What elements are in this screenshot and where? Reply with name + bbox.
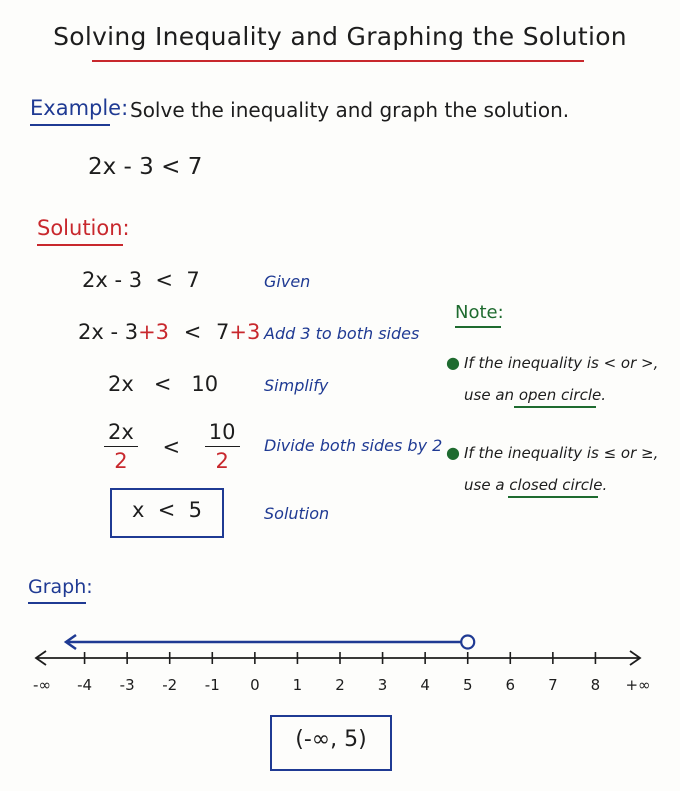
note-item-1-highlight: open circle. [518, 386, 607, 404]
page-title: Solving Inequality and Graphing the Solution [53, 22, 627, 51]
note-label: Note: [455, 302, 504, 323]
step-divide-math [104, 420, 240, 473]
fraction-left-denominator: 2 [114, 449, 128, 473]
tick-label: +∞ [625, 676, 651, 694]
solution-math: x < 5 [131, 498, 203, 522]
tick-label: -∞ [33, 676, 51, 694]
fraction-right-denominator: 2 [215, 449, 229, 473]
tick-label: 2 [335, 676, 345, 694]
note-item-2-prefix: use a [464, 476, 505, 494]
note-bullet-icon: ● [446, 443, 460, 462]
tick-label: -1 [204, 676, 220, 694]
step-add-left-term: +3 [138, 320, 170, 344]
step-solution-desc: Solution [264, 504, 330, 523]
note-item-1-line2 [464, 386, 606, 404]
step-add-lhs: 2x - 3 [78, 320, 139, 344]
graph-underline [28, 602, 86, 604]
step-divide-desc: Divide both sides by 2 [264, 436, 443, 455]
tick-label: -2 [162, 676, 178, 694]
tick-label: 0 [250, 676, 260, 694]
example-instruction: Solve the inequality and graph the solution. [130, 98, 570, 122]
graph-label: Graph: [28, 576, 93, 598]
step-simplify-math: 2x < 10 [108, 372, 219, 396]
tick-label: 8 [590, 676, 601, 694]
fraction-right [205, 420, 240, 473]
note-item-2-highlight: closed circle. [509, 476, 608, 494]
title-underline [92, 60, 584, 62]
tick-label: 4 [420, 676, 430, 694]
step-add-operator: < [183, 320, 202, 344]
step-simplify-desc: Simplify [264, 376, 329, 395]
step-add-rhs: 7 [216, 320, 230, 344]
tick-label: 6 [505, 676, 516, 694]
note-bullet-icon: ● [446, 353, 460, 372]
step-given-desc: Given [264, 272, 311, 291]
tick-label: 7 [548, 676, 558, 694]
tick-label: -4 [77, 676, 93, 694]
fraction-right-numerator: 10 [205, 420, 240, 447]
note-item-2-line2 [464, 476, 607, 494]
solution-label: Solution: [37, 216, 130, 240]
step-add-desc: Add 3 to both sides [264, 324, 420, 343]
open-circle-endpoint [461, 636, 474, 649]
note-item-1-prefix: use an [464, 386, 515, 404]
step-add-right-term: +3 [229, 320, 261, 344]
open-circle-underline [514, 406, 596, 408]
step-divide-operator: < [162, 434, 181, 459]
example-underline [30, 124, 110, 126]
problem-inequality: 2x - 3 < 7 [88, 154, 203, 180]
tick-label: 1 [292, 676, 303, 694]
fraction-left [104, 420, 138, 473]
note-item-2-line1: If the inequality is ≤ or ≥, [464, 444, 659, 462]
tick-label: -3 [119, 676, 135, 694]
closed-circle-underline [508, 496, 598, 498]
step-given-math: 2x - 3 < 7 [82, 268, 200, 292]
number-line [0, 620, 680, 700]
example-label: Example: [30, 96, 129, 120]
interval-notation: (-∞, 5) [295, 727, 367, 752]
step-add-math [78, 320, 260, 344]
note-item-1-line1: If the inequality is < or >, [464, 354, 659, 372]
fraction-left-numerator: 2x [104, 420, 138, 447]
solution-underline [37, 244, 123, 246]
note-underline [455, 326, 501, 328]
tick-label: 3 [377, 676, 388, 694]
tick-label: 5 [462, 676, 473, 694]
